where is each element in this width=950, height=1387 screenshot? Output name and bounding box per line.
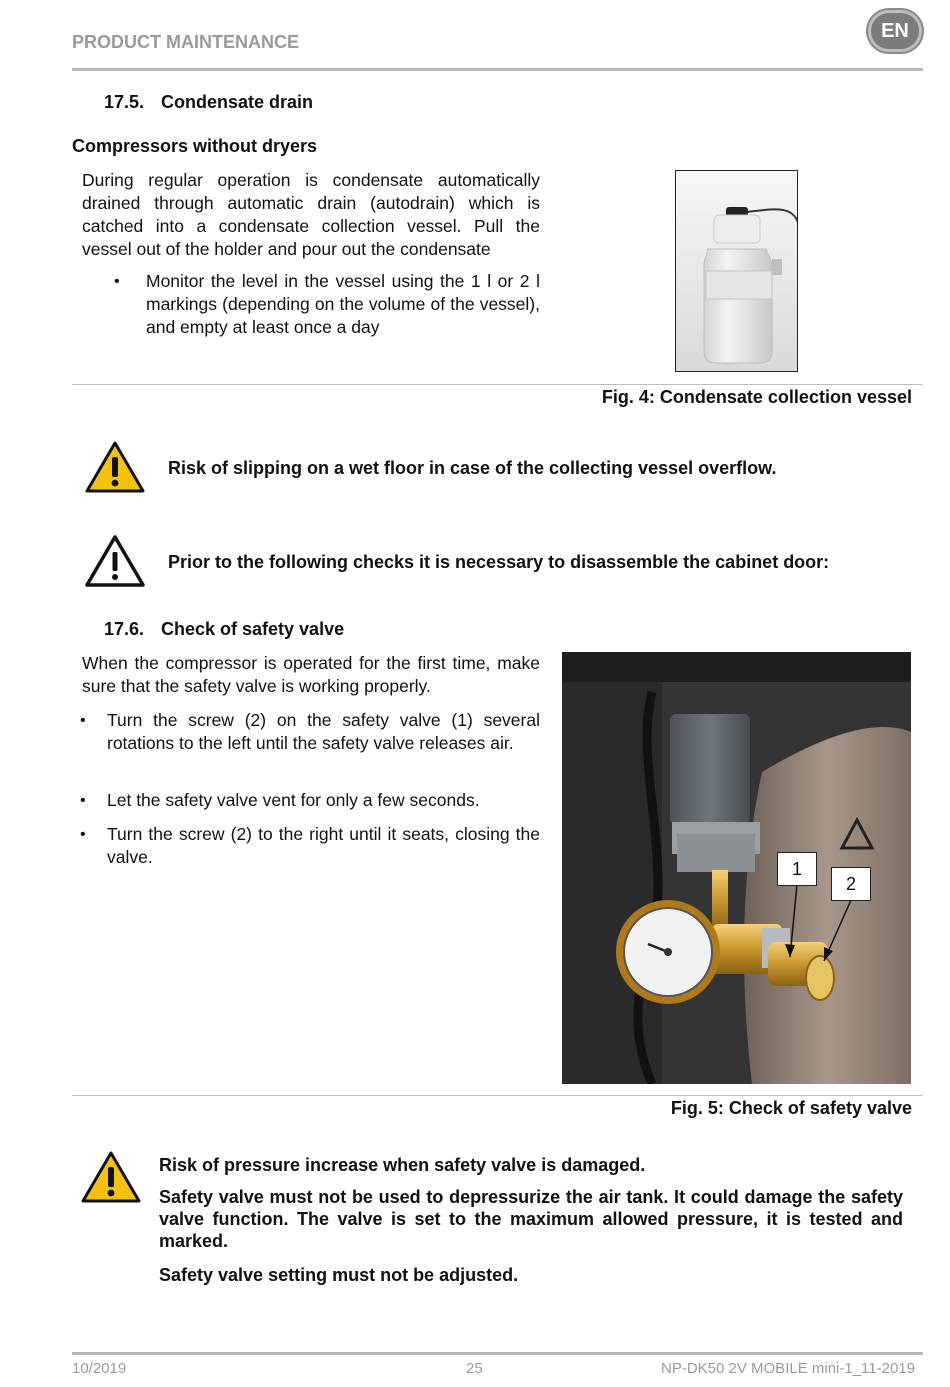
list-item — [80, 709, 540, 755]
pressure-warning-heading: Risk of pressure increase when safety valve is damaged. — [159, 1155, 646, 1175]
list-item — [114, 270, 540, 339]
condensate-bottle-illustration — [676, 171, 798, 372]
list-item — [80, 823, 540, 869]
page-header-title: PRODUCT MAINTENANCE — [72, 32, 299, 52]
warning-icon — [84, 440, 146, 494]
list-item-text: Turn the screw (2) on the safety valve (1) several rotations to the left until the safety valve releases air. — [107, 710, 540, 753]
figure-5-caption: Fig. 5: Check of safety valve — [670, 1098, 912, 1118]
footer-divider — [72, 1352, 923, 1355]
figure-divider — [72, 1095, 923, 1096]
section-number: 17.6. — [104, 619, 145, 639]
figure-4-caption: Fig. 4: Condensate collection vessel — [601, 387, 912, 407]
warning-icon — [80, 1150, 142, 1204]
safety-valve-photo — [562, 652, 911, 1084]
bullet-icon: • — [80, 712, 86, 729]
bullet-icon: • — [80, 826, 86, 843]
list-item — [80, 789, 540, 812]
list-item-text: Turn the screw (2) to the right until it seats, closing the valve. — [107, 824, 540, 867]
caution-icon — [84, 534, 146, 588]
section-17-5-heading — [104, 92, 313, 113]
callout-safety-valve: 1 — [777, 852, 817, 886]
language-badge: EN — [868, 10, 922, 52]
bullet-icon: • — [114, 273, 120, 290]
slip-warning-text: Risk of slipping on a wet floor in case of the collecting vessel overflow. — [168, 458, 777, 478]
pressure-warning-note: Safety valve setting must not be adjusted. — [159, 1265, 519, 1285]
subsection-title: Compressors without dryers — [72, 136, 318, 156]
safety-valve-paragraph: When the compressor is operated for the first time, make sure that the safety valve is working properly. — [82, 653, 540, 696]
footer-date: 10/2019 — [72, 1360, 127, 1377]
page-number: 25 — [466, 1360, 483, 1377]
section-title: Condensate drain — [161, 92, 314, 112]
disassemble-notice-text: Prior to the following checks it is necessary to disassemble the cabinet door: — [168, 552, 830, 572]
section-number: 17.5. — [104, 92, 145, 112]
callout-screw: 2 — [831, 867, 871, 901]
document-id: NP-DK50 2V MOBILE mini-1_11-2019 — [660, 1360, 915, 1377]
figure-divider — [72, 384, 923, 385]
section-title: Check of safety valve — [161, 619, 345, 639]
bullet-icon: • — [80, 792, 86, 809]
condensate-vessel-photo — [675, 170, 798, 372]
list-item-text: Monitor the level in the vessel using the 1 l or 2 l markings (depending on the volume of the vessel), and empty at least once a day — [146, 271, 540, 337]
list-item-text: Let the safety valve vent for only a few seconds. — [107, 790, 480, 810]
pressure-warning-detail: Safety valve must not be used to depressurize the air tank. It could damage the safety valve function. The valve is set to the maximum allowed pressure, it is tested and marked. — [159, 1187, 903, 1251]
condensate-paragraph: During regular operation is condensate automatically drained through automatic drain (autodrain) which is catched into a condensate collection vessel. Pull the vessel out of the holder and pour out the condensate — [82, 170, 540, 259]
section-17-6-heading — [104, 619, 344, 640]
header-divider — [72, 68, 923, 71]
